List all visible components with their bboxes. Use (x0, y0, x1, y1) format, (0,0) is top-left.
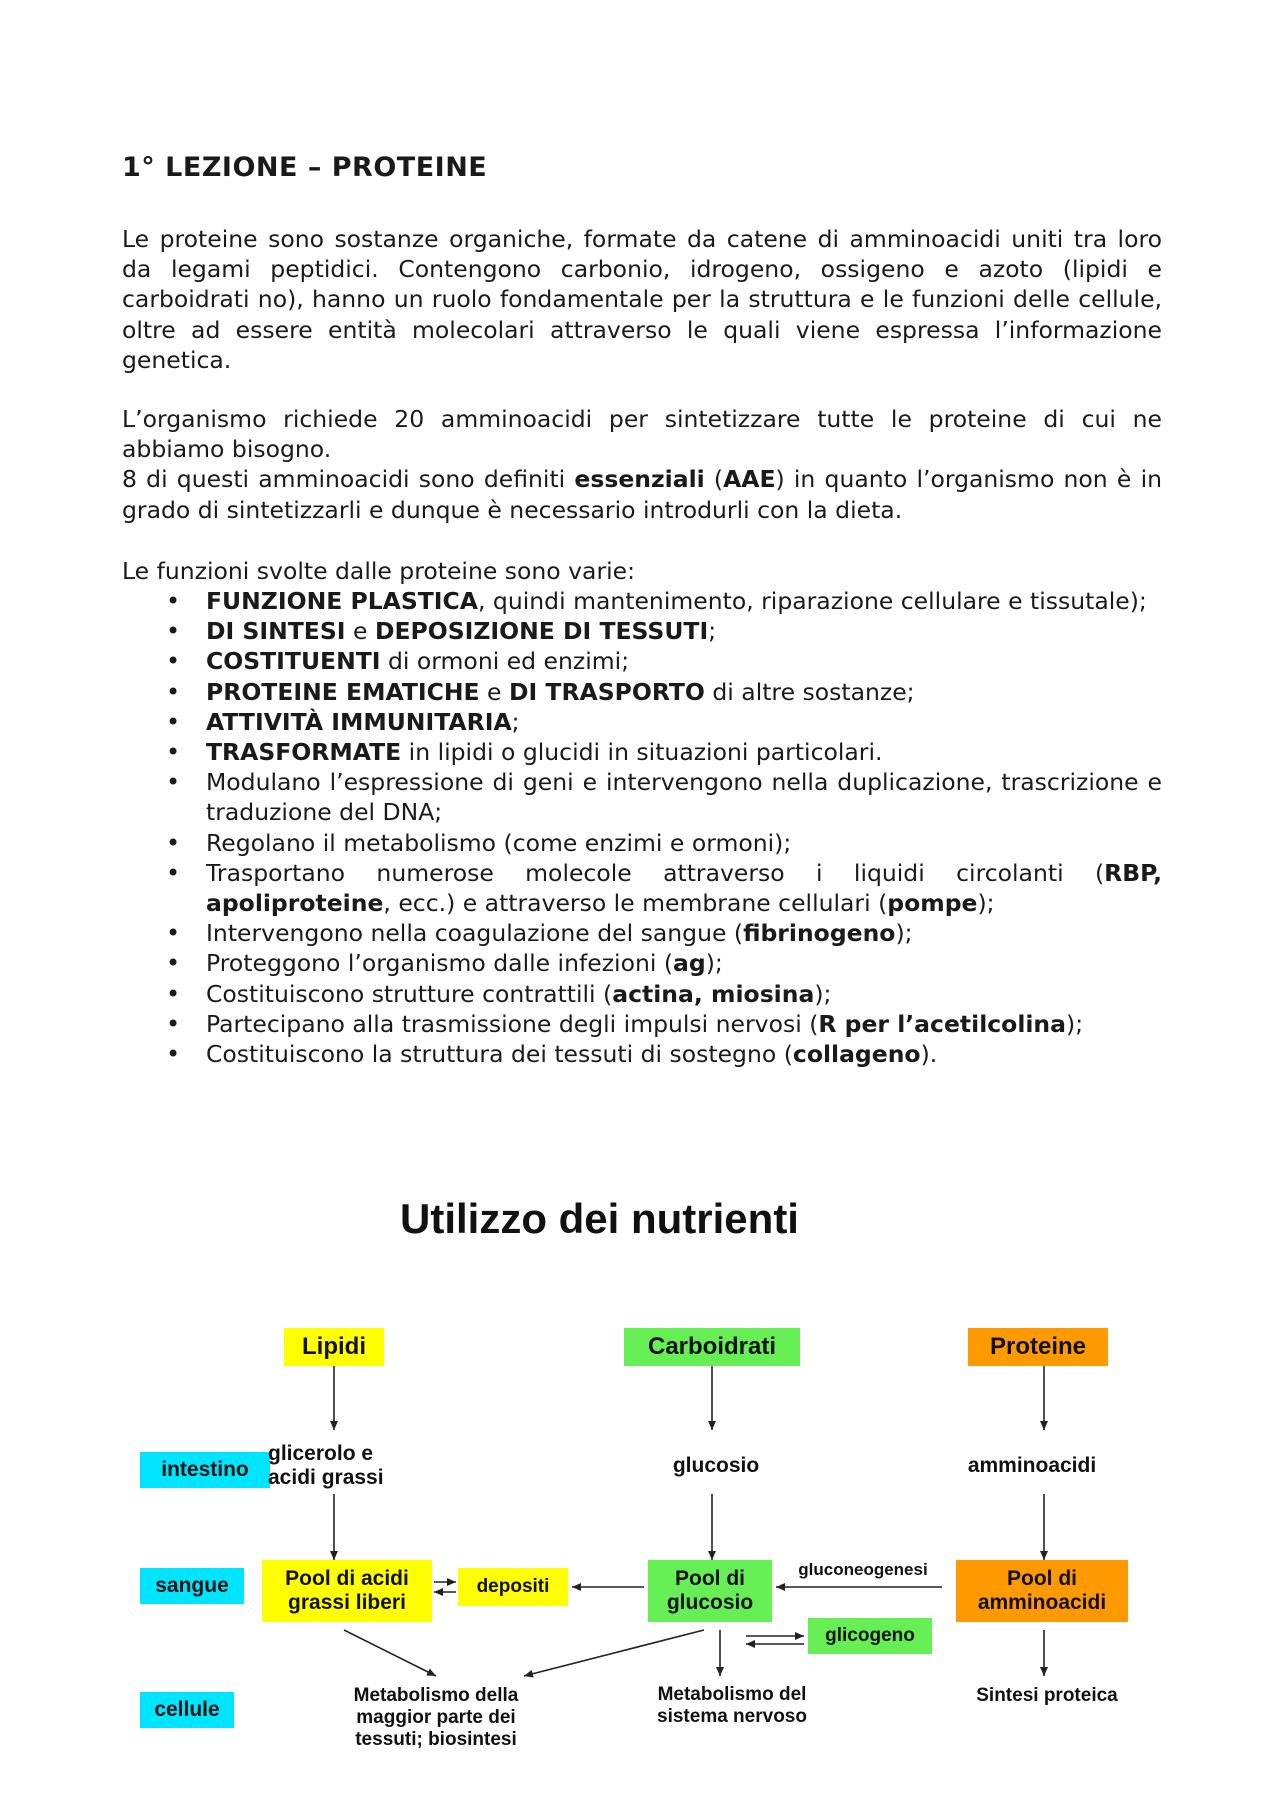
item-text: di altre sostanze; (704, 677, 915, 706)
node-glicerolo-line2: acidi grassi (268, 1466, 384, 1489)
pool-glucosio-line1: Pool di (675, 1566, 745, 1590)
item-bold: PROTEINE EMATICHE (206, 677, 480, 706)
pool-acidi-grassi-line1: Pool di acidi (285, 1566, 409, 1590)
item-text: Costituiscono strutture contrattili ( (206, 979, 613, 1008)
item-text: e (345, 617, 375, 646)
node-glicerolo-line1: glicerolo e (268, 1441, 374, 1465)
outcome-metabolismo-nervoso (632, 1680, 832, 1732)
item-bold: DI TRASPORTO (508, 677, 705, 706)
intro-paragraph: Le proteine sono sostanze organiche, formate da catene di amminoacidi uniti tra loro da legami peptidici. Contengono carbonio, idrogeno, ossigeno e azoto (lipidi e carboidrati no), hanno un ruolo fondamentale per la struttura e le funzioni delle cellule, oltre ad essere entità molecolari attraverso le quali viene espressa l’informazione genetica. (122, 225, 1162, 374)
item-bold: DEPOSIZIONE DI TESSUTI (374, 617, 709, 646)
item-bold: FUNZIONE PLASTICA (206, 587, 478, 615)
box-depositi: depositi (458, 1568, 568, 1606)
outcome-tessuti-line3: tessuti; biosintesi (355, 1728, 517, 1750)
outcome-tessuti-line2: maggior parte dei (356, 1707, 516, 1729)
functions-intro: Le funzioni svolte dalle proteine sono varie: (122, 557, 636, 585)
item-text: ); (895, 919, 913, 948)
item-bold: actina, miosina (612, 979, 815, 1008)
item-bold: COSTITUENTI (206, 647, 381, 676)
item-bold: RBP, apoliproteine (206, 858, 1162, 918)
box-carboidrati: Carboidrati (624, 1328, 800, 1366)
pool-amminoacidi-line2: amminoacidi (977, 1591, 1107, 1614)
item-bold: collageno (792, 1040, 921, 1069)
pool-glucosio-line2: glucosio (666, 1591, 754, 1614)
pool-amminoacidi-line1: Pool di (1007, 1566, 1077, 1590)
item-text: Costituiscono la struttura dei tessuti di sostegno ( (206, 1040, 793, 1069)
outcome-tessuti-line1: Metabolismo della (353, 1685, 519, 1707)
arrow-glucosio-to-metabolismo-tessuti (524, 1630, 704, 1676)
item-text: , ecc.) e attraverso le membrane cellulari ( (383, 889, 888, 918)
diagram-title: Utilizzo dei nutrienti (400, 1195, 799, 1242)
item-bold: DI SINTESI (206, 617, 346, 646)
amino-acids-line2-pre: 8 di questi amminoacidi sono definiti (122, 465, 575, 494)
pool-acidi-grassi (262, 1560, 432, 1622)
item-text: ). (920, 1040, 938, 1069)
box-glicogeno: glicogeno (808, 1618, 932, 1654)
item-text: Proteggono l’organismo dalle infezioni ( (206, 949, 674, 978)
item-text: ); (1066, 1009, 1084, 1038)
outcome-nervoso-line1: Metabolismo del (657, 1684, 807, 1706)
item-text: ; (511, 707, 520, 736)
label-gluconeogenesi: gluconeogenesi (798, 1560, 928, 1580)
item-bold: pompe (887, 889, 978, 918)
aae-term: AAE (723, 465, 776, 494)
item-bold: TRASFORMATE (206, 738, 402, 767)
outcome-metabolismo-tessuti (326, 1680, 546, 1756)
item-text: Trasportano numerose molecole attraverso i liquidi circolanti ( (206, 858, 1105, 887)
amino-acids-line2-post: ) in quanto l’organismo non è in grado di sintetizzarli e dunque è necessario introdurli con la dieta. (122, 465, 1162, 524)
essenziali-term: essenziali (574, 465, 705, 494)
amino-acids-line2-mid: ( (704, 465, 724, 494)
item-text: Modulano l’espressione di geni e intervengono nella duplicazione, trascrizione e traduzione del DNA; (206, 768, 1162, 827)
label-intestino: intestino (140, 1452, 270, 1488)
arrow-fatty-to-metabolismo (344, 1630, 436, 1676)
label-cellule: cellule (140, 1692, 234, 1728)
item-text: Regolano il metabolismo (come enzimi e ormoni); (206, 828, 792, 857)
pool-amminoacidi (956, 1560, 1128, 1622)
pool-glucosio (648, 1560, 772, 1622)
item-bold: R per l’acetilcolina (818, 1009, 1067, 1038)
item-text: e (479, 677, 509, 706)
item-text: Partecipano alla trasmissione degli impulsi nervosi ( (206, 1009, 819, 1038)
item-bold: ag (673, 949, 706, 978)
item-bold: fibrinogeno (743, 919, 896, 948)
item-text: ); (705, 949, 723, 978)
label-sangue: sangue (140, 1568, 244, 1604)
item-text: Intervengono nella coagulazione del sangue ( (206, 919, 744, 948)
item-text: , quindi mantenimento, riparazione cellulare e tissutale); (477, 587, 1147, 615)
amino-acids-line1: L’organismo richiede 20 amminoacidi per sintetizzare tutte le proteine di cui ne abbiamo bisogno. (122, 405, 1162, 464)
item-text: in lipidi o glucidi in situazioni particolari. (401, 738, 883, 767)
node-glucosio: glucosio (672, 1453, 760, 1477)
item-text: ); (977, 889, 995, 918)
node-amminoacidi: amminoacidi (967, 1453, 1097, 1477)
box-proteine: Proteine (968, 1328, 1108, 1366)
node-glicerolo-acidi-grassi (268, 1438, 418, 1494)
page-title: 1° LEZIONE – PROTEINE (122, 152, 488, 183)
outcome-nervoso-line2: sistema nervoso (657, 1706, 807, 1727)
item-text: ); (814, 979, 832, 1008)
pool-acidi-grassi-line2: grassi liberi (288, 1591, 406, 1614)
item-bold: ATTIVITÀ IMMUNITARIA (206, 707, 512, 736)
item-text: ; (708, 617, 717, 646)
box-lipidi: Lipidi (284, 1328, 384, 1366)
item-text: di ormoni ed enzimi; (380, 647, 630, 676)
outcome-sintesi-proteica: Sintesi proteica (976, 1685, 1118, 1707)
